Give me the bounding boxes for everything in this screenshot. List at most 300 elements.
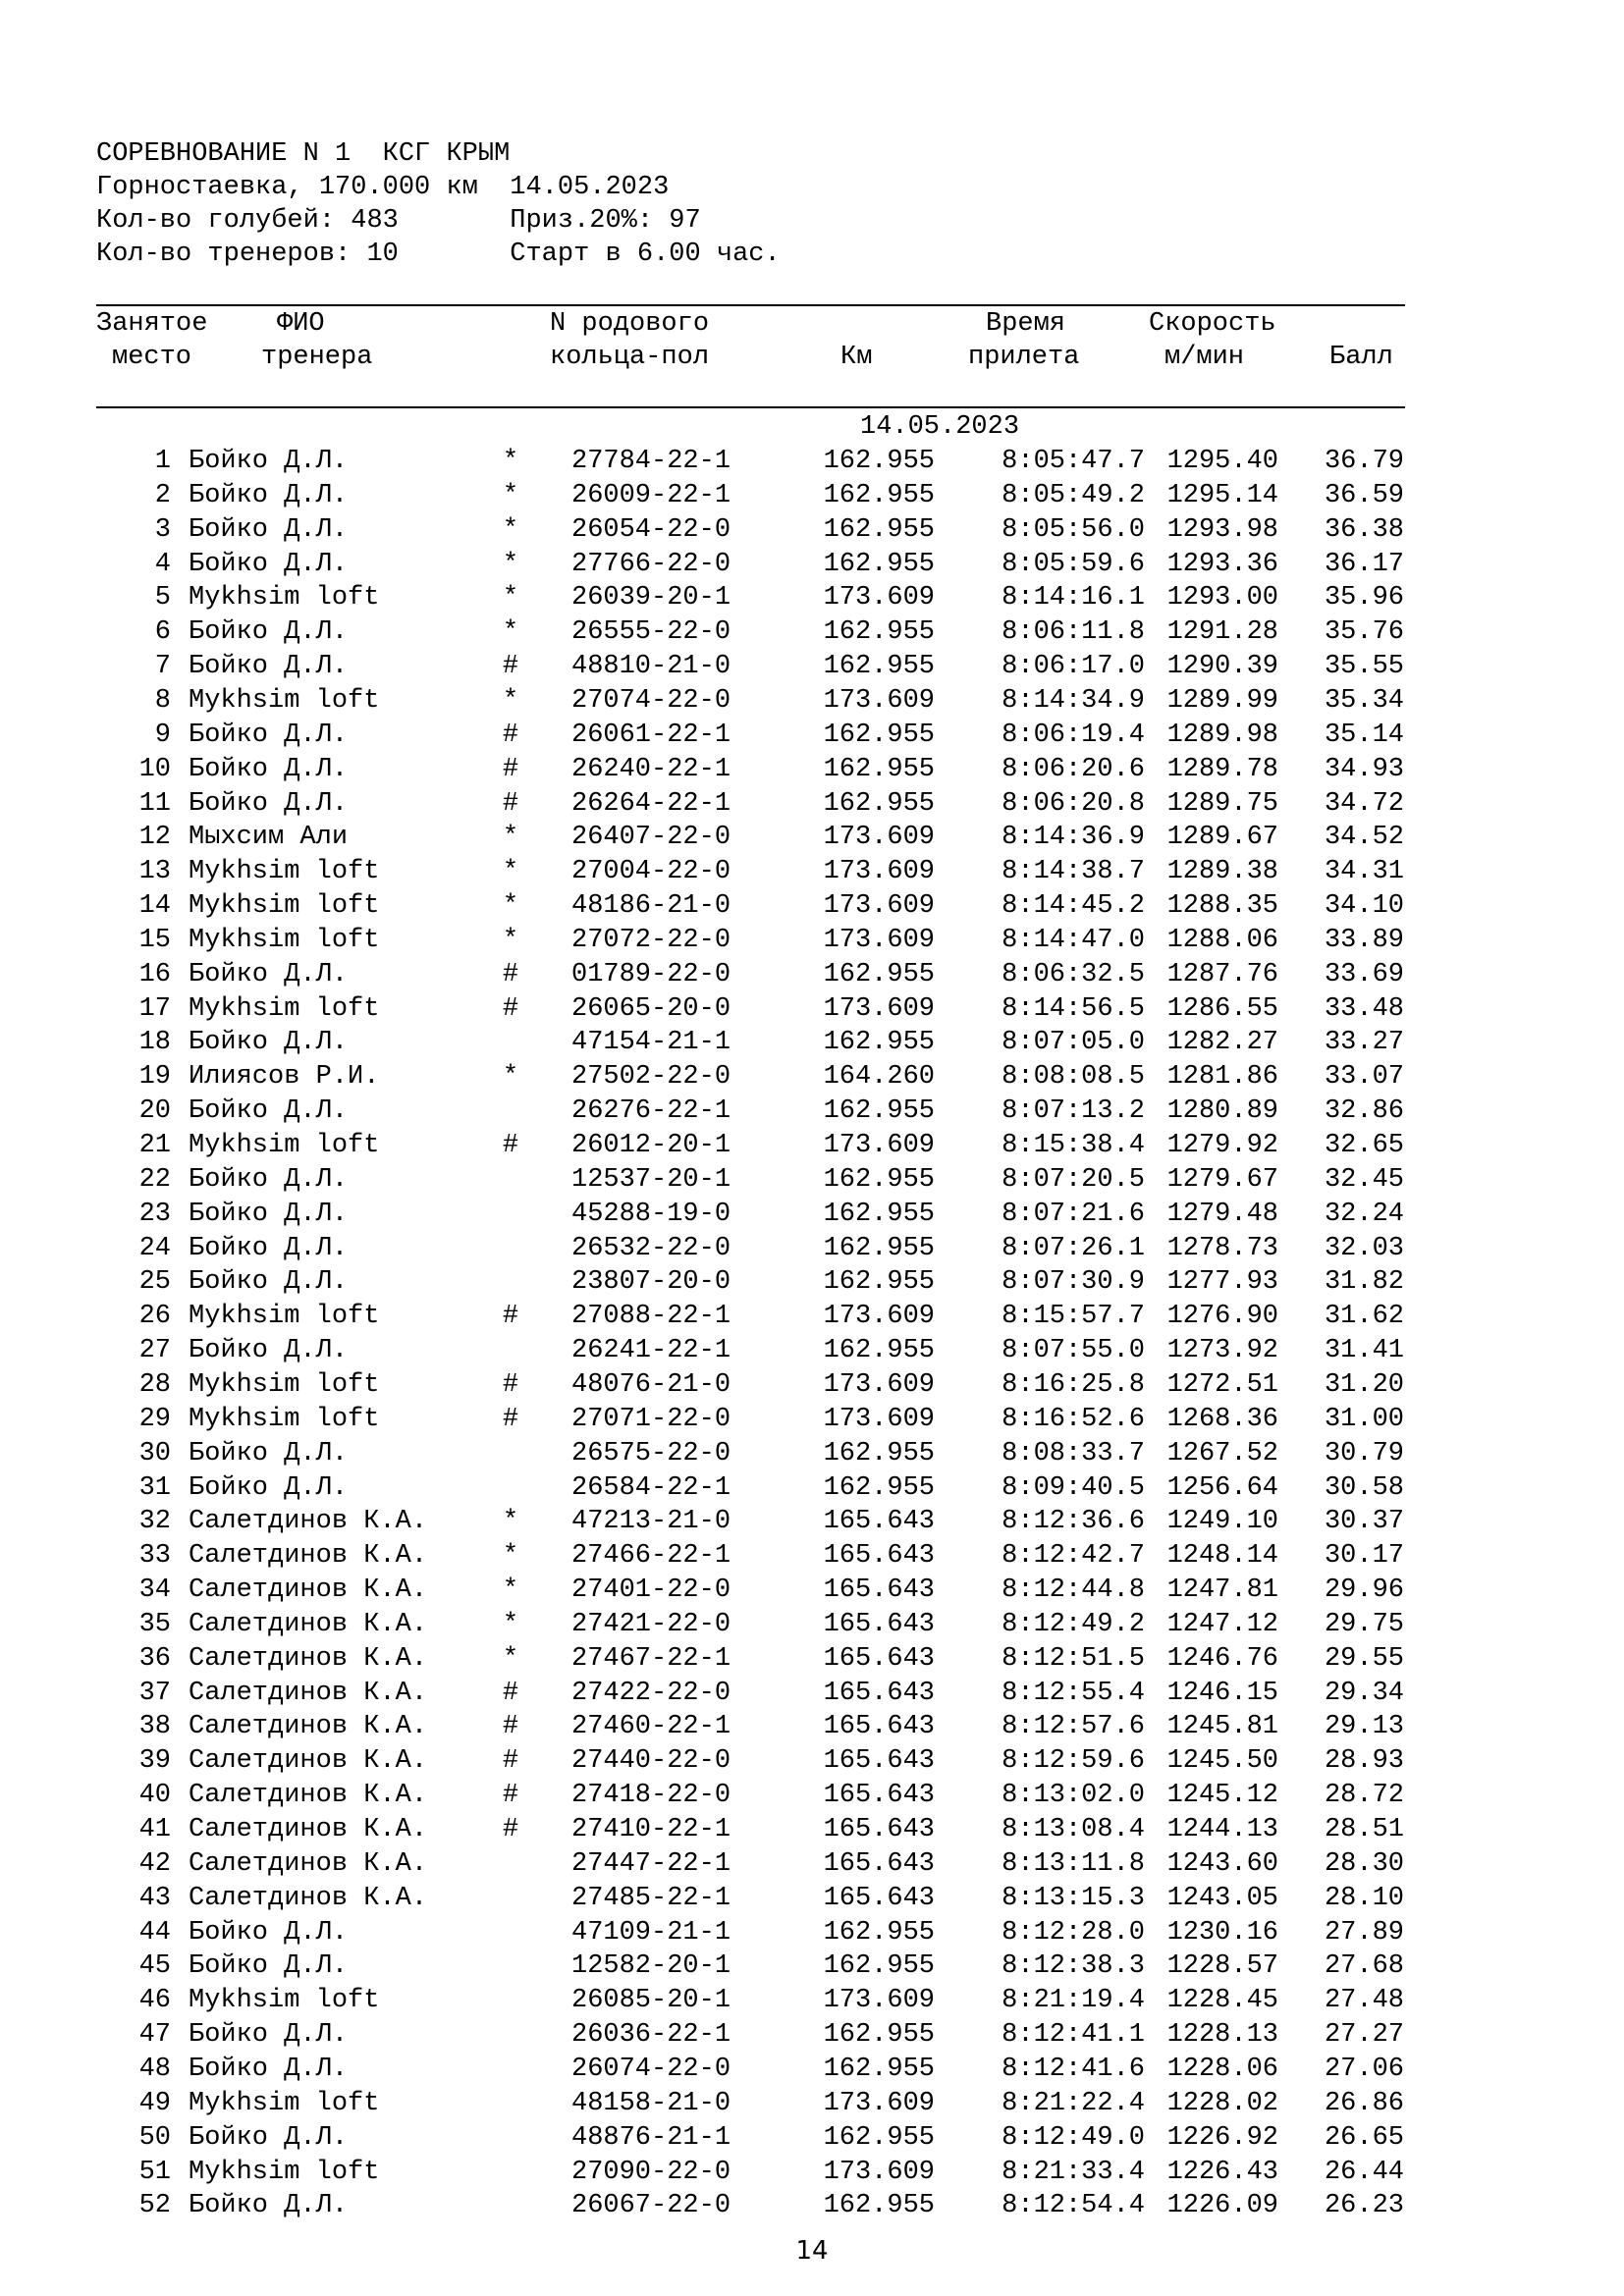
cell-ring-number: 27460-22-1 xyxy=(571,1712,731,1742)
cell-arrival-time: 8:05:56.0 xyxy=(1001,514,1145,545)
cell-arrival-time: 8:12:41.6 xyxy=(1001,2054,1145,2084)
cell-place: 40 xyxy=(138,1781,171,1811)
cell-arrival-time: 8:09:40.5 xyxy=(1001,1472,1145,1503)
competition-title: СОРЕВНОВАНИЕ N 1 КСГ КРЫМ xyxy=(96,139,511,169)
cell-distance-km: 173.609 xyxy=(823,1404,935,1434)
cell-speed: 1246.76 xyxy=(1166,1643,1278,1674)
cell-score: 36.17 xyxy=(1324,549,1404,579)
table-row xyxy=(0,1471,1624,1505)
header-top-rule xyxy=(96,304,1405,306)
cell-ring-number: 27410-22-1 xyxy=(571,1815,731,1844)
cell-mark: * xyxy=(502,583,519,614)
cell-distance-km: 162.955 xyxy=(823,1164,935,1195)
cell-trainer-name: Mykhsim loft xyxy=(189,583,380,614)
cell-score: 32.45 xyxy=(1324,1164,1404,1195)
cell-mark: * xyxy=(502,1643,519,1674)
table-row xyxy=(0,1539,1624,1573)
table-row xyxy=(0,1368,1624,1402)
cell-mark: # xyxy=(502,1369,519,1400)
cell-score: 26.65 xyxy=(1324,2122,1404,2153)
cell-distance-km: 173.609 xyxy=(823,685,935,716)
cell-place: 16 xyxy=(138,959,171,989)
cell-place: 26 xyxy=(138,1302,171,1332)
cell-distance-km: 165.643 xyxy=(823,1541,935,1572)
cell-arrival-time: 8:07:26.1 xyxy=(1001,1233,1145,1263)
cell-place: 7 xyxy=(154,652,171,682)
cell-speed: 1289.98 xyxy=(1166,720,1278,750)
cell-arrival-time: 8:06:20.8 xyxy=(1001,788,1145,819)
cell-ring-number: 26054-22-0 xyxy=(571,514,731,545)
col-ring-header-1: N родового xyxy=(550,309,710,339)
cell-ring-number: 27440-22-0 xyxy=(571,1746,731,1777)
cell-mark: # xyxy=(502,993,519,1024)
cell-distance-km: 173.609 xyxy=(823,993,935,1024)
race-date-label: 14.05.2023 xyxy=(860,412,1020,442)
table-row xyxy=(0,1779,1624,1812)
cell-score: 35.55 xyxy=(1324,652,1404,682)
cell-score: 33.69 xyxy=(1324,959,1404,989)
cell-score: 33.27 xyxy=(1324,1028,1404,1058)
table-row xyxy=(0,1300,1624,1333)
cell-trainer-name: Бойко Д.Л. xyxy=(189,1233,349,1263)
cell-arrival-time: 8:12:42.7 xyxy=(1001,1541,1145,1572)
cell-mark: * xyxy=(502,1507,519,1537)
cell-trainer-name: Mykhsim loft xyxy=(189,891,380,922)
table-row xyxy=(0,1505,1624,1538)
cell-arrival-time: 8:12:38.3 xyxy=(1001,1951,1145,1982)
cell-ring-number: 27485-22-1 xyxy=(571,1883,731,1913)
cell-ring-number: 26009-22-1 xyxy=(571,480,731,510)
cell-mark: * xyxy=(502,617,519,648)
cell-mark: * xyxy=(502,925,519,955)
cell-ring-number: 27004-22-0 xyxy=(571,857,731,887)
table-row xyxy=(0,479,1624,512)
cell-score: 32.86 xyxy=(1324,1096,1404,1127)
cell-distance-km: 162.955 xyxy=(823,2054,935,2084)
cell-trainer-name: Бойко Д.Л. xyxy=(189,2054,349,2084)
cell-place: 31 xyxy=(138,1472,171,1503)
cell-speed: 1228.57 xyxy=(1166,1951,1278,1982)
cell-ring-number: 27071-22-0 xyxy=(571,1404,731,1434)
race-location-date: Горностаевка, 170.000 км 14.05.2023 xyxy=(96,173,670,202)
trainer-count-start: Кол-во тренеров: 10 Старт в 6.00 час. xyxy=(96,240,781,269)
cell-speed: 1289.38 xyxy=(1166,857,1278,887)
cell-trainer-name: Салетдинов К.А. xyxy=(189,1678,428,1708)
cell-trainer-name: Бойко Д.Л. xyxy=(189,2122,349,2153)
cell-distance-km: 162.955 xyxy=(823,2020,935,2051)
cell-speed: 1226.43 xyxy=(1166,2157,1278,2187)
cell-arrival-time: 8:06:17.0 xyxy=(1001,652,1145,682)
cell-arrival-time: 8:07:55.0 xyxy=(1001,1336,1145,1366)
cell-distance-km: 162.955 xyxy=(823,2122,935,2153)
cell-place: 28 xyxy=(138,1369,171,1400)
cell-mark: * xyxy=(502,823,519,853)
cell-trainer-name: Бойко Д.Л. xyxy=(189,1267,349,1298)
cell-distance-km: 162.955 xyxy=(823,447,935,476)
cell-ring-number: 48876-21-1 xyxy=(571,2122,731,2153)
header-bottom-rule xyxy=(96,406,1405,408)
table-row xyxy=(0,1095,1624,1128)
cell-place: 47 xyxy=(138,2020,171,2051)
cell-speed: 1291.28 xyxy=(1166,617,1278,648)
cell-distance-km: 165.643 xyxy=(823,1883,935,1913)
cell-arrival-time: 8:12:36.6 xyxy=(1001,1507,1145,1537)
cell-mark: # xyxy=(502,1678,519,1708)
cell-trainer-name: Бойко Д.Л. xyxy=(189,514,349,545)
table-row xyxy=(0,650,1624,683)
cell-speed: 1289.78 xyxy=(1166,754,1278,784)
cell-mark: # xyxy=(502,1746,519,1777)
cell-ring-number: 26584-22-1 xyxy=(571,1472,731,1503)
cell-ring-number: 26532-22-0 xyxy=(571,1233,731,1263)
cell-trainer-name: Mykhsim loft xyxy=(189,1986,380,2016)
cell-trainer-name: Салетдинов К.А. xyxy=(189,1643,428,1674)
cell-ring-number: 27467-22-1 xyxy=(571,1643,731,1674)
cell-place: 46 xyxy=(138,1986,171,2016)
cell-score: 28.10 xyxy=(1324,1883,1404,1913)
cell-place: 4 xyxy=(154,549,171,579)
cell-ring-number: 26067-22-0 xyxy=(571,2191,731,2221)
cell-trainer-name: Салетдинов К.А. xyxy=(189,1507,428,1537)
cell-speed: 1277.93 xyxy=(1166,1267,1278,1298)
cell-score: 30.17 xyxy=(1324,1541,1404,1572)
cell-distance-km: 162.955 xyxy=(823,2191,935,2221)
cell-distance-km: 162.955 xyxy=(823,1028,935,1058)
table-row xyxy=(0,2121,1624,2155)
cell-trainer-name: Салетдинов К.А. xyxy=(189,1575,428,1606)
cell-place: 9 xyxy=(154,720,171,750)
cell-trainer-name: Бойко Д.Л. xyxy=(189,754,349,784)
cell-distance-km: 173.609 xyxy=(823,1131,935,1160)
table-row xyxy=(0,1882,1624,1915)
cell-score: 34.72 xyxy=(1324,788,1404,819)
cell-arrival-time: 8:14:56.5 xyxy=(1001,993,1145,1024)
cell-arrival-time: 8:14:45.2 xyxy=(1001,891,1145,922)
cell-arrival-time: 8:15:57.7 xyxy=(1001,1302,1145,1332)
cell-place: 22 xyxy=(138,1164,171,1195)
cell-trainer-name: Бойко Д.Л. xyxy=(189,720,349,750)
cell-speed: 1293.36 xyxy=(1166,549,1278,579)
cell-place: 6 xyxy=(154,617,171,648)
cell-ring-number: 27784-22-1 xyxy=(571,447,731,476)
cell-place: 14 xyxy=(138,891,171,922)
cell-distance-km: 165.643 xyxy=(823,1643,935,1674)
cell-ring-number: 47109-21-1 xyxy=(571,1917,731,1948)
cell-place: 49 xyxy=(138,2088,171,2118)
cell-distance-km: 165.643 xyxy=(823,1848,935,1879)
cell-speed: 1230.16 xyxy=(1166,1917,1278,1948)
cell-ring-number: 12582-20-1 xyxy=(571,1951,731,1982)
table-row xyxy=(0,1334,1624,1367)
cell-ring-number: 27090-22-0 xyxy=(571,2157,731,2187)
cell-ring-number: 27072-22-0 xyxy=(571,925,731,955)
table-row xyxy=(0,719,1624,752)
col-speed-header-2: м/мин xyxy=(1164,343,1245,372)
cell-trainer-name: Бойко Д.Л. xyxy=(189,1438,349,1468)
cell-place: 42 xyxy=(138,1848,171,1879)
cell-place: 12 xyxy=(138,823,171,853)
cell-place: 52 xyxy=(138,2191,171,2221)
cell-trainer-name: Бойко Д.Л. xyxy=(189,788,349,819)
table-row xyxy=(0,1265,1624,1299)
col-name-header-2: тренера xyxy=(261,343,373,372)
cell-place: 21 xyxy=(138,1131,171,1160)
cell-arrival-time: 8:07:21.6 xyxy=(1001,1199,1145,1229)
cell-place: 25 xyxy=(138,1267,171,1298)
cell-trainer-name: Салетдинов К.А. xyxy=(189,1746,428,1777)
page-number: 14 xyxy=(795,2236,829,2266)
cell-ring-number: 26264-22-1 xyxy=(571,788,731,819)
cell-speed: 1226.09 xyxy=(1166,2191,1278,2221)
cell-score: 35.34 xyxy=(1324,685,1404,716)
cell-distance-km: 162.955 xyxy=(823,549,935,579)
cell-arrival-time: 8:13:02.0 xyxy=(1001,1781,1145,1811)
cell-arrival-time: 8:12:59.6 xyxy=(1001,1746,1145,1777)
cell-mark: # xyxy=(502,652,519,682)
table-row xyxy=(0,2053,1624,2086)
cell-trainer-name: Mykhsim loft xyxy=(189,925,380,955)
cell-distance-km: 162.955 xyxy=(823,652,935,682)
cell-arrival-time: 8:07:13.2 xyxy=(1001,1096,1145,1127)
cell-speed: 1244.13 xyxy=(1166,1815,1278,1844)
cell-mark: # xyxy=(502,1712,519,1742)
cell-speed: 1278.73 xyxy=(1166,1233,1278,1263)
cell-score: 31.00 xyxy=(1324,1404,1404,1434)
cell-ring-number: 27074-22-0 xyxy=(571,685,731,716)
cell-arrival-time: 8:15:38.4 xyxy=(1001,1131,1145,1160)
cell-score: 29.75 xyxy=(1324,1609,1404,1639)
cell-speed: 1289.67 xyxy=(1166,823,1278,853)
cell-ring-number: 27447-22-1 xyxy=(571,1848,731,1879)
cell-place: 34 xyxy=(138,1575,171,1606)
cell-distance-km: 173.609 xyxy=(823,1986,935,2016)
table-row xyxy=(0,1129,1624,1162)
cell-distance-km: 162.955 xyxy=(823,480,935,510)
table-row xyxy=(0,1710,1624,1743)
cell-speed: 1245.50 xyxy=(1166,1746,1278,1777)
col-name-header-1: ФИО xyxy=(277,309,325,339)
cell-speed: 1245.12 xyxy=(1166,1781,1278,1811)
cell-place: 2 xyxy=(154,480,171,510)
cell-ring-number: 26065-20-0 xyxy=(571,993,731,1024)
table-row xyxy=(0,1608,1624,1641)
table-row xyxy=(0,2189,1624,2222)
cell-speed: 1289.75 xyxy=(1166,788,1278,819)
cell-mark: # xyxy=(502,959,519,989)
cell-ring-number: 48186-21-0 xyxy=(571,891,731,922)
cell-score: 36.79 xyxy=(1324,447,1404,476)
cell-mark: * xyxy=(502,480,519,510)
cell-speed: 1246.15 xyxy=(1166,1678,1278,1708)
cell-ring-number: 26276-22-1 xyxy=(571,1096,731,1127)
table-row xyxy=(0,1642,1624,1676)
cell-trainer-name: Бойко Д.Л. xyxy=(189,652,349,682)
cell-arrival-time: 8:12:49.2 xyxy=(1001,1609,1145,1639)
cell-speed: 1226.92 xyxy=(1166,2122,1278,2153)
cell-speed: 1245.81 xyxy=(1166,1712,1278,1742)
cell-speed: 1272.51 xyxy=(1166,1369,1278,1400)
cell-trainer-name: Салетдинов К.А. xyxy=(189,1609,428,1639)
cell-arrival-time: 8:12:44.8 xyxy=(1001,1575,1145,1606)
cell-ring-number: 26039-20-1 xyxy=(571,583,731,614)
cell-place: 29 xyxy=(138,1404,171,1434)
cell-trainer-name: Бойко Д.Л. xyxy=(189,1096,349,1127)
cell-arrival-time: 8:07:20.5 xyxy=(1001,1164,1145,1195)
cell-score: 26.44 xyxy=(1324,2157,1404,2187)
table-row xyxy=(0,2087,1624,2120)
cell-trainer-name: Бойко Д.Л. xyxy=(189,480,349,510)
cell-score: 27.68 xyxy=(1324,1951,1404,1982)
cell-speed: 1228.02 xyxy=(1166,2088,1278,2118)
cell-ring-number: 27502-22-0 xyxy=(571,1062,731,1093)
cell-score: 31.82 xyxy=(1324,1267,1404,1298)
cell-arrival-time: 8:12:51.5 xyxy=(1001,1643,1145,1674)
cell-distance-km: 165.643 xyxy=(823,1712,935,1742)
cell-score: 28.51 xyxy=(1324,1815,1404,1844)
cell-distance-km: 173.609 xyxy=(823,1302,935,1332)
cell-arrival-time: 8:12:55.4 xyxy=(1001,1678,1145,1708)
table-row xyxy=(0,1232,1624,1265)
cell-arrival-time: 8:16:52.6 xyxy=(1001,1404,1145,1434)
cell-place: 5 xyxy=(154,583,171,614)
cell-place: 19 xyxy=(138,1062,171,1093)
cell-ring-number: 26074-22-0 xyxy=(571,2054,731,2084)
cell-arrival-time: 8:07:05.0 xyxy=(1001,1028,1145,1058)
cell-arrival-time: 8:21:33.4 xyxy=(1001,2157,1145,2187)
cell-distance-km: 173.609 xyxy=(823,1369,935,1400)
cell-mark: * xyxy=(502,514,519,545)
cell-mark: * xyxy=(502,685,519,716)
table-row xyxy=(0,1026,1624,1059)
cell-mark: # xyxy=(502,1781,519,1811)
cell-ring-number: 26407-22-0 xyxy=(571,823,731,853)
cell-ring-number: 26555-22-0 xyxy=(571,617,731,648)
cell-arrival-time: 8:13:11.8 xyxy=(1001,1848,1145,1879)
cell-speed: 1247.81 xyxy=(1166,1575,1278,1606)
cell-score: 31.62 xyxy=(1324,1302,1404,1332)
cell-distance-km: 173.609 xyxy=(823,2088,935,2118)
cell-speed: 1290.39 xyxy=(1166,652,1278,682)
table-row xyxy=(0,513,1624,547)
cell-ring-number: 12537-20-1 xyxy=(571,1164,731,1195)
cell-arrival-time: 8:05:47.7 xyxy=(1001,447,1145,476)
cell-score: 32.65 xyxy=(1324,1131,1404,1160)
cell-mark: # xyxy=(502,1815,519,1844)
cell-speed: 1293.00 xyxy=(1166,583,1278,614)
cell-arrival-time: 8:12:54.4 xyxy=(1001,2191,1145,2221)
cell-arrival-time: 8:21:22.4 xyxy=(1001,2088,1145,2118)
pigeon-count-prize: Кол-во голубей: 483 Приз.20%: 97 xyxy=(96,206,701,236)
cell-speed: 1248.14 xyxy=(1166,1541,1278,1572)
cell-place: 20 xyxy=(138,1096,171,1127)
table-row xyxy=(0,855,1624,888)
cell-score: 33.48 xyxy=(1324,993,1404,1024)
cell-speed: 1273.92 xyxy=(1166,1336,1278,1366)
cell-speed: 1279.48 xyxy=(1166,1199,1278,1229)
cell-place: 32 xyxy=(138,1507,171,1537)
cell-score: 28.30 xyxy=(1324,1848,1404,1879)
cell-score: 29.96 xyxy=(1324,1575,1404,1606)
cell-trainer-name: Mykhsim loft xyxy=(189,1302,380,1332)
cell-trainer-name: Бойко Д.Л. xyxy=(189,1164,349,1195)
cell-trainer-name: Салетдинов К.А. xyxy=(189,1781,428,1811)
cell-mark: # xyxy=(502,754,519,784)
cell-score: 35.76 xyxy=(1324,617,1404,648)
cell-distance-km: 162.955 xyxy=(823,788,935,819)
table-row xyxy=(0,2018,1624,2052)
col-place-header-2: место xyxy=(112,343,192,372)
cell-score: 34.10 xyxy=(1324,891,1404,922)
table-row xyxy=(0,684,1624,718)
cell-ring-number: 48158-21-0 xyxy=(571,2088,731,2118)
cell-speed: 1286.55 xyxy=(1166,993,1278,1024)
cell-score: 30.79 xyxy=(1324,1438,1404,1468)
cell-trainer-name: Бойко Д.Л. xyxy=(189,2020,349,2051)
cell-place: 45 xyxy=(138,1951,171,1982)
cell-arrival-time: 8:08:33.7 xyxy=(1001,1438,1145,1468)
cell-place: 8 xyxy=(154,685,171,716)
cell-score: 26.86 xyxy=(1324,2088,1404,2118)
cell-score: 27.27 xyxy=(1324,2020,1404,2051)
cell-speed: 1289.99 xyxy=(1166,685,1278,716)
cell-arrival-time: 8:12:41.1 xyxy=(1001,2020,1145,2051)
cell-trainer-name: Mykhsim loft xyxy=(189,2157,380,2187)
cell-speed: 1228.13 xyxy=(1166,2020,1278,2051)
cell-ring-number: 27421-22-0 xyxy=(571,1609,731,1639)
cell-place: 18 xyxy=(138,1028,171,1058)
cell-arrival-time: 8:06:32.5 xyxy=(1001,959,1145,989)
cell-distance-km: 162.955 xyxy=(823,1199,935,1229)
cell-mark: # xyxy=(502,1302,519,1332)
table-row xyxy=(0,924,1624,957)
table-row xyxy=(0,2156,1624,2189)
cell-speed: 1243.60 xyxy=(1166,1848,1278,1879)
cell-distance-km: 165.643 xyxy=(823,1746,935,1777)
cell-mark: * xyxy=(502,549,519,579)
cell-mark: # xyxy=(502,720,519,750)
cell-distance-km: 162.955 xyxy=(823,754,935,784)
table-row xyxy=(0,787,1624,821)
cell-place: 24 xyxy=(138,1233,171,1263)
cell-distance-km: 173.609 xyxy=(823,2157,935,2187)
cell-place: 33 xyxy=(138,1541,171,1572)
cell-distance-km: 162.955 xyxy=(823,1438,935,1468)
cell-ring-number: 26575-22-0 xyxy=(571,1438,731,1468)
cell-trainer-name: Салетдинов К.А. xyxy=(189,1815,428,1844)
cell-distance-km: 173.609 xyxy=(823,891,935,922)
cell-distance-km: 165.643 xyxy=(823,1815,935,1844)
table-row xyxy=(0,615,1624,649)
cell-trainer-name: Бойко Д.Л. xyxy=(189,447,349,476)
cell-trainer-name: Салетдинов К.А. xyxy=(189,1883,428,1913)
cell-distance-km: 165.643 xyxy=(823,1609,935,1639)
cell-ring-number: 26085-20-1 xyxy=(571,1986,731,2016)
cell-distance-km: 162.955 xyxy=(823,1472,935,1503)
col-score-header: Балл xyxy=(1329,343,1393,372)
cell-trainer-name: Mykhsim loft xyxy=(189,1369,380,1400)
table-row xyxy=(0,1574,1624,1607)
table-row xyxy=(0,581,1624,614)
table-row xyxy=(0,548,1624,581)
cell-ring-number: 27766-22-0 xyxy=(571,549,731,579)
cell-mark: * xyxy=(502,857,519,887)
table-row xyxy=(0,1677,1624,1710)
cell-ring-number: 26061-22-1 xyxy=(571,720,731,750)
cell-mark: * xyxy=(502,1062,519,1093)
table-row xyxy=(0,1847,1624,1881)
cell-arrival-time: 8:14:34.9 xyxy=(1001,685,1145,716)
cell-distance-km: 162.955 xyxy=(823,1917,935,1948)
